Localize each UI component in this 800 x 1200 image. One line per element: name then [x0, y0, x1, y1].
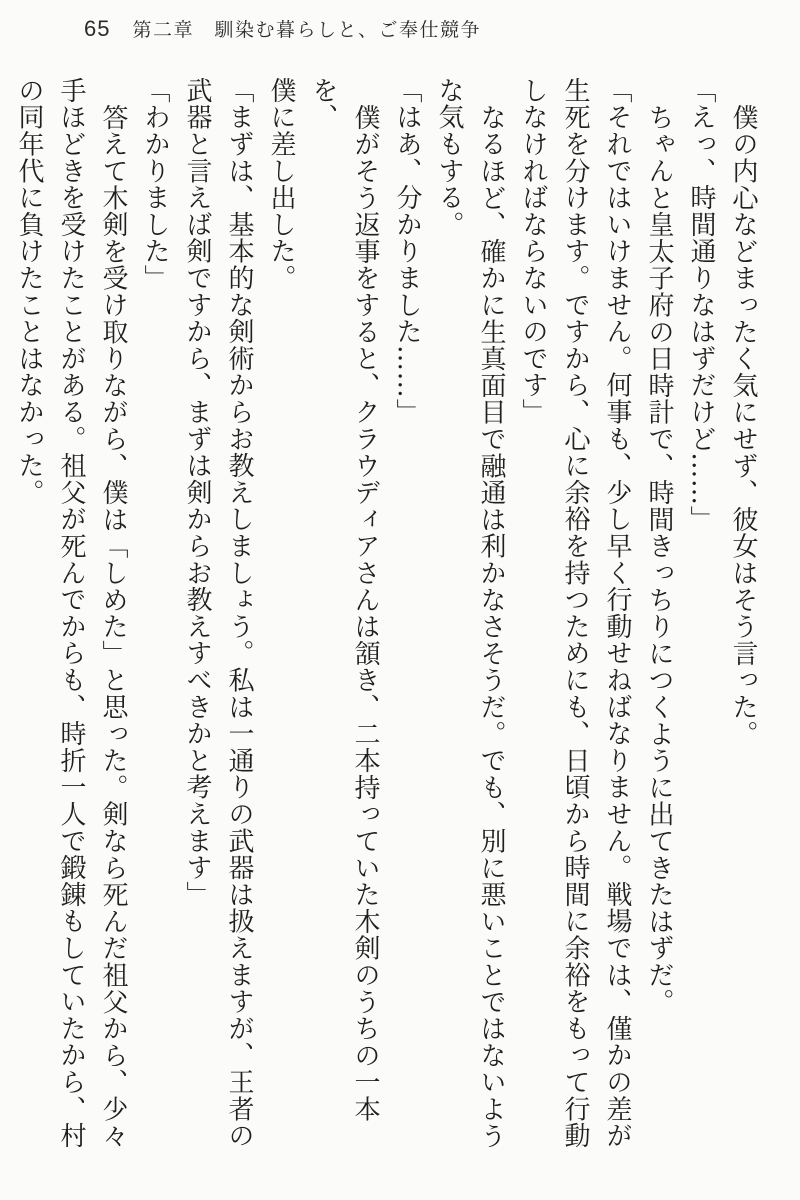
- text-line: の同年代に負けたことはなかった。: [14, 77, 44, 506]
- running-head: [84, 15, 481, 42]
- text-line: しなければならないのです」: [518, 77, 548, 426]
- text-line: 僕に差し出した。: [266, 77, 296, 292]
- text-line: 武器と言えば剣ですから、まずは剣からお教えすべきかと考えます」: [182, 77, 212, 908]
- text-line: ちゃんと皇太子府の日時計で、時間きっちりにつくように出てきたはずだ。: [644, 104, 674, 1016]
- chapter-title: 第二章 馴染む暮らしと、ご奉仕競争: [132, 20, 481, 41]
- text-line: 「えっ、時間通りなはずだけど……」: [686, 77, 716, 533]
- text-line: 「それではいけません。何事も、少し早く行動せねばなりません。戦場では、僅かの差が: [602, 77, 632, 1149]
- text-line: 僕の内心などまったく気にせず、彼女はそう言った。: [728, 104, 758, 748]
- text-line: 生死を分けます。ですから、心に余裕を持つためにも、日頃から時間に余裕をもって行動: [560, 77, 590, 1149]
- text-line: な気もする。: [434, 77, 464, 238]
- page-number: 65: [84, 16, 111, 41]
- text-line: 答えて木剣を受け取りながら、僕は「しめた」と思った。剣なら死んだ祖父から、少々: [98, 104, 128, 1150]
- text-line: 僕がそう返事をすると、クラウディアさんは頷き、二本持っていた木剣のうちの一本を、: [308, 77, 380, 1123]
- text-line: なるほど、確かに生真面目で融通は利かなさそうだ。でも、別に悪いことではないよう: [476, 104, 506, 1150]
- text-line: 「わかりました」: [140, 77, 170, 292]
- text-line: 「まずは、基本的な剣術からお教えしましょう。私は一通りの武器は扱えますが、王者の: [224, 77, 254, 1149]
- text-line: 手ほどきを受けたことがある。祖父が死んでからも、時折一人で鍛錬もしていたから、村: [56, 77, 86, 1149]
- text-line: 「はあ、分かりました……」: [392, 77, 422, 426]
- vertical-text-body: [8, 77, 764, 1157]
